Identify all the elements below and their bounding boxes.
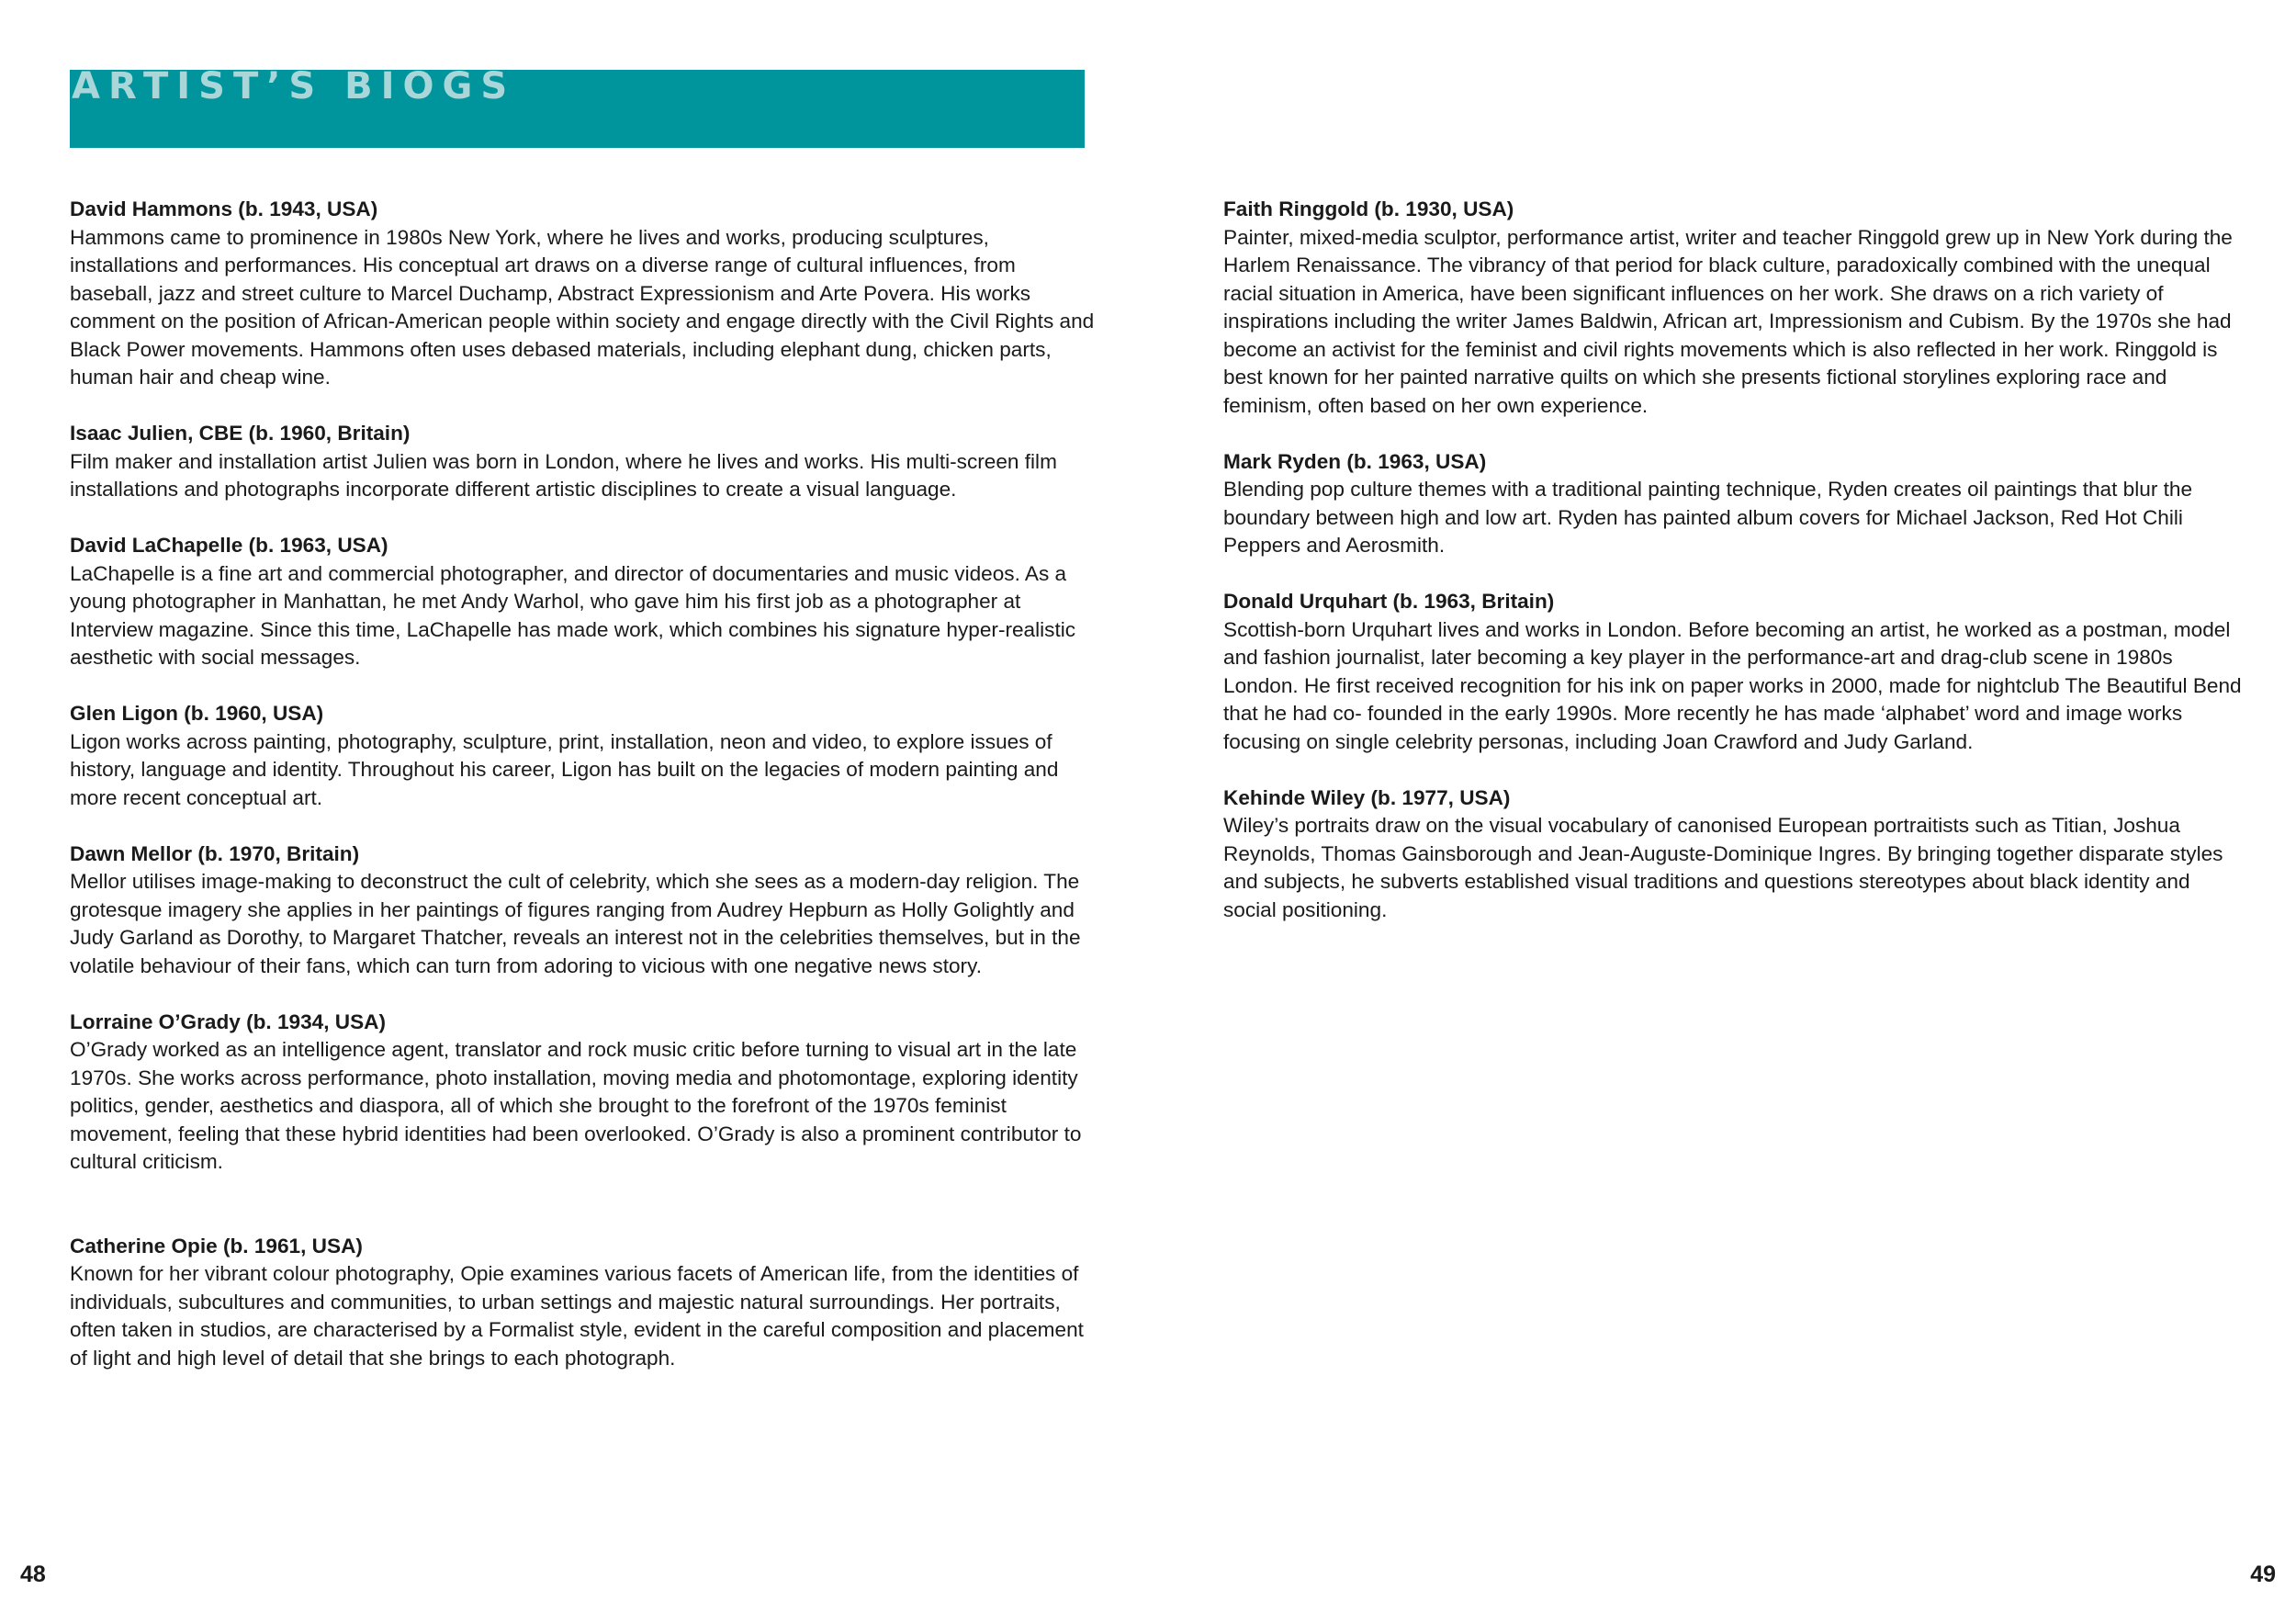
- left-column: [70, 196, 1098, 1401]
- bio-name: Mark Ryden (b. 1963, USA): [1223, 449, 1487, 473]
- bio-text: Hammons came to prominence in 1980s New York, where he lives and works, producing sculptures, installations and performances. His conceptual art draws on a diverse range of cultural influences, from baseball, jazz and street culture to Marcel Duchamp, Abstract Expressionism and Arte Povera. His works comment on the position of African-American people within society and engage directly with the Civil Rights and Black Power movements. Hammons often uses debased materials, including elephant dung, chicken parts, human hair and cheap wine.: [70, 225, 1095, 389]
- page-number-left: 48: [20, 1562, 46, 1587]
- header-bar: [70, 65, 1085, 148]
- bio-text: LaChapelle is a fine art and commercial photographer, and director of documentaries and music videos. As a young photographer in Manhattan, he met Andy Warhol, who gave him his first job as a photographer at Interview magazine. Since this time, LaChapelle has made work, which combines his signature hyper-realistic aesthetic with social messages.: [70, 561, 1076, 669]
- bio-name: Faith Ringgold (b. 1930, USA): [1223, 197, 1514, 220]
- bio-name: Lorraine O’Grady (b. 1934, USA): [70, 1009, 387, 1033]
- bio-kehinde-wiley: [1223, 784, 2243, 925]
- bio-faith-ringgold: [1223, 196, 2243, 420]
- bio-name: Kehinde Wiley (b. 1977, USA): [1223, 785, 1511, 809]
- bio-david-hammons: [70, 196, 1098, 392]
- bio-glen-ligon: [70, 700, 1098, 812]
- bio-donald-urquhart: [1223, 588, 2243, 756]
- bio-dawn-mellor: [70, 840, 1098, 981]
- bio-name: Dawn Mellor (b. 1970, Britain): [70, 841, 360, 865]
- page-title: ARTIST’S BIOGS: [72, 65, 516, 107]
- bio-catherine-opie: [70, 1233, 1098, 1373]
- bio-text: Scottish-born Urquhart lives and works in London. Before becoming an artist, he worked as a postman, model and fashion journalist, later becoming a key player in the performance-art and drag-club scene in 1980s London. He first received recognition for his ink on paper works in 2000, made for nightclub The Beautiful Bend that he had co- founded in the early 1990s. More recently he has made ‘alphabet’ word and image works focusing on single celebrity personas, including Joan Crawford and Judy Garland.: [1223, 617, 2242, 753]
- bio-name: Isaac Julien, CBE (b. 1960, Britain): [70, 422, 411, 445]
- bio-text: O’Grady worked as an intelligence agent, translator and rock music critic before turning to visual art in the late 1970s. She works across performance, photo installation, moving media and photomontage, exploring identity politics, gender, aesthetics and diaspora, all of which she brought to the forefront of the 1970s feminist movement, feeling that these hybrid identities had been overlooked. O’Grady is also a prominent contributor to cultural criticism.: [70, 1038, 1082, 1173]
- bio-name: Donald Urquhart (b. 1963, Britain): [1223, 590, 1555, 613]
- bio-name: Catherine Opie (b. 1961, USA): [70, 1234, 363, 1257]
- bio-text: Film maker and installation artist Julien was born in London, where he lives and works. His multi-screen film installations and photographs incorporate different artistic disciplines to create a visual language.: [70, 449, 1057, 501]
- bio-text: Mellor utilises image-making to deconstruct the cult of celebrity, which she sees as a modern-day religion. The grotesque imagery she applies in her paintings of figures ranging from Audrey Hepburn as Holly Golightly and Judy Garland as Dorothy, to Margaret Thatcher, reveals an interest not in the celebrities themselves, but in the volatile behaviour of their fans, which can turn from adoring to vicious with one negative news story.: [70, 870, 1081, 977]
- bio-david-lachapelle: [70, 532, 1098, 672]
- bio-lorraine-ogrady: [70, 1009, 1098, 1177]
- bio-mark-ryden: [1223, 448, 2243, 560]
- bio-isaac-julien: [70, 420, 1098, 504]
- bio-name: David LaChapelle (b. 1963, USA): [70, 534, 388, 557]
- page-number-right: 49: [2250, 1562, 2276, 1587]
- bio-name: David Hammons (b. 1943, USA): [70, 197, 378, 220]
- bio-name: Glen Ligon (b. 1960, USA): [70, 702, 324, 725]
- bio-text: Known for her vibrant colour photography, Opie examines various facets of American life, from the identities of individuals, subcultures and communities, to urban settings and majestic natural surroundings. Her portraits, often taken in studios, are characterised by a Formalist style, evident in the careful composition and placement of light and high level of detail that she brings to each photograph.: [70, 1262, 1084, 1370]
- right-column: [1223, 196, 2243, 953]
- bio-text: Painter, mixed-media sculptor, performance artist, writer and teacher Ringgold grew up in New York during the Harlem Renaissance. The vibrancy of that period for black culture, paradoxically combined with the unequal racial situation in America, have been significant influences on her work. She draws on a rich variety of inspirations including the writer James Baldwin, African art, Impressionism and Cubism. By the 1970s she had become an activist for the feminist and civil rights movements which is also reflected in her work. Ringgold is best known for her painted narrative quilts on which she presents fictional storylines exploring race and feminism, often based on her own experience.: [1223, 225, 2233, 417]
- bio-text: Blending pop culture themes with a traditional painting technique, Ryden creates oil paintings that blur the boundary between high and low art. Ryden has painted album covers for Michael Jackson, Red Hot Chili Peppers and Aerosmith.: [1223, 478, 2193, 557]
- bio-text: Wiley’s portraits draw on the visual vocabulary of canonised European portraitists such as Titian, Joshua Reynolds, Thomas Gainsborough and Jean-Auguste-Dominique Ingres. By bringing together disparate styles and subjects, he subverts established visual traditions and questions stereotypes about black identity and social positioning.: [1223, 814, 2223, 921]
- bio-text: Ligon works across painting, photography, sculpture, print, installation, neon and video, to explore issues of history, language and identity. Throughout his career, Ligon has built on the legacies of modern painting and more recent conceptual art.: [70, 729, 1059, 809]
